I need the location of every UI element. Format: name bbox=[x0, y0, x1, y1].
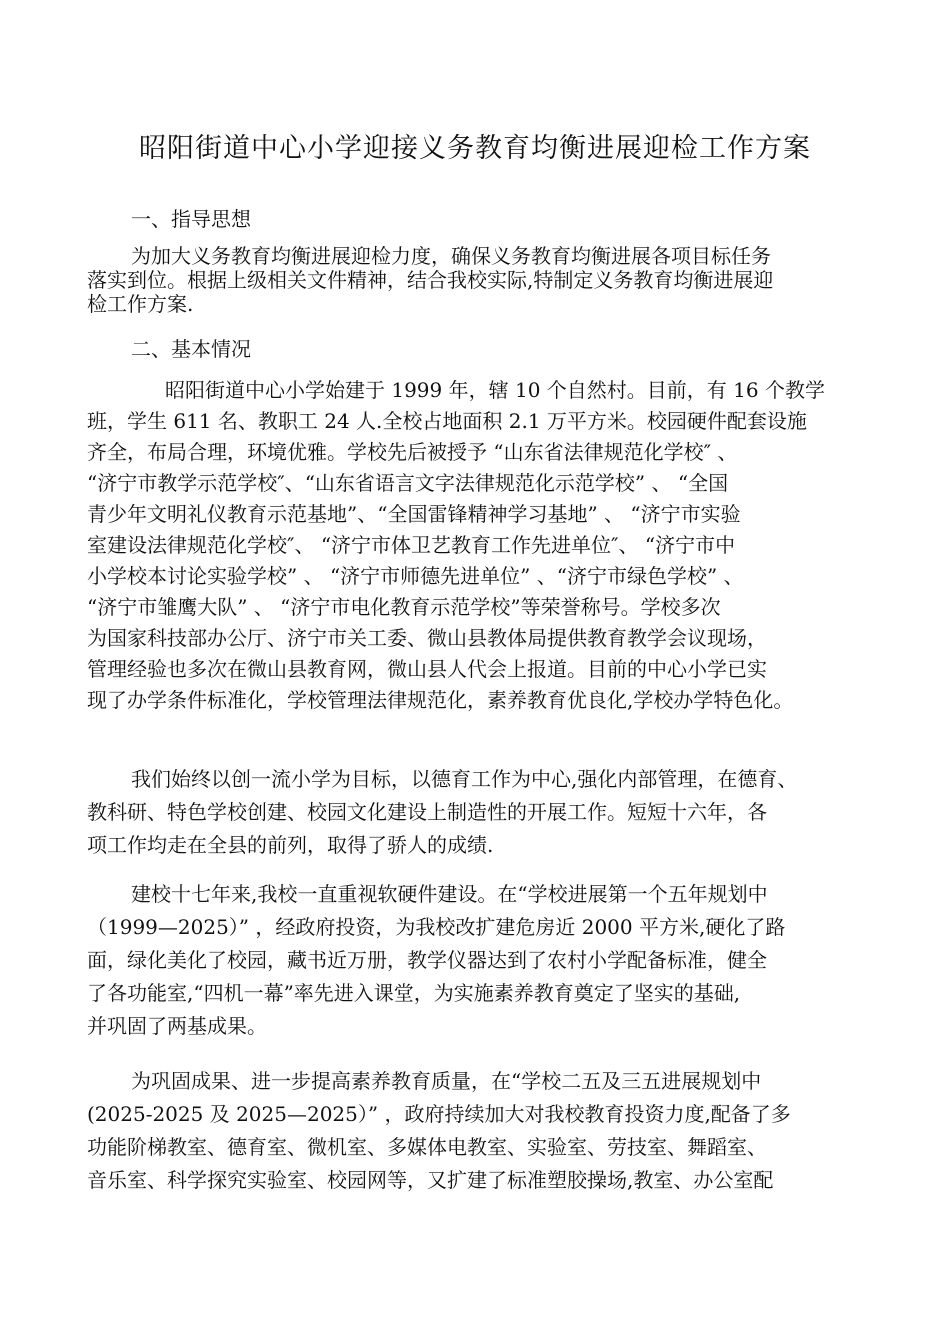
text-line: 音乐室、科学探究实验室、校园网等，又扩建了标准塑胶操场,教室、办公室配 bbox=[87, 1168, 774, 1192]
text-line: 并巩固了两基成果。 bbox=[87, 1014, 267, 1038]
text-line: 项工作均走在全县的前列，取得了骄人的成绩. bbox=[87, 833, 494, 857]
text-line: 青少年文明礼仪教育示范基地”、“全国雷锋精神学习基地” 、 “济宁市实验 bbox=[87, 502, 741, 526]
text-line: 小学校本讨论实验学校” 、 “济宁市师德先进单位” 、“济宁市绿色学校” 、 bbox=[87, 564, 744, 588]
text-line: 昭阳街道中心小学始建于 1999 年，辖 10 个自然村。目前，有 16 个教学 bbox=[165, 378, 825, 402]
text-line: 现了办学条件标准化，学校管理法律规范化，素养教育优良化,学校办学特色化。 bbox=[87, 688, 794, 712]
text-line: (2025-2025 及 2025—2025）” ，政府持续加大对我校教育投资力度,配备了多 bbox=[87, 1102, 791, 1126]
text-line: 为加大义务教育均衡进展迎检力度，确保义务教育均衡进展各项目标任务 bbox=[131, 244, 771, 268]
paragraph-investment bbox=[87, 1065, 877, 1197]
paragraph-construction bbox=[87, 878, 877, 1043]
text-line: “济宁市雏鹰大队” 、 “济宁市电化教育示范学校”等荣誉称号。学校多次 bbox=[87, 595, 721, 619]
text-line: （1999—2025）” ，经政府投资，为我校改扩建危房近 2000 平方米,硬化了路 bbox=[87, 915, 786, 939]
paragraph-guiding-ideology bbox=[87, 244, 877, 316]
text-line: 齐全，布局合理，环境优雅。学校先后被授予 “山东省法律规范化学校″ 、 bbox=[87, 440, 738, 464]
paragraph-goals bbox=[87, 763, 877, 862]
text-line: 面，绿化美化了校园，藏书近万册，教学仪器达到了农村小学配备标准，健全 bbox=[87, 948, 767, 972]
text-line: 室建设法律规范化学校″、 “济宁市体卫艺教育工作先进单位″、 “济宁市中 bbox=[87, 533, 736, 557]
text-line: “济宁市教学示范学校″、“山东省语言文字法律规范化示范学校” 、 “全国 bbox=[87, 471, 729, 495]
text-line: 班，学生 611 名、教职工 24 人.全校占地面积 2.1 万平方米。校园硬件配套设施 bbox=[87, 409, 807, 433]
text-line: 我们始终以创一流小学为目标，以德育工作为中心,强化内部管理，在德育、 bbox=[131, 767, 798, 791]
text-line: 功能阶梯教室、德育室、微机室、多媒体电教室、实验室、劳技室、舞蹈室、 bbox=[87, 1135, 767, 1159]
paragraph-school-overview bbox=[87, 375, 877, 716]
text-line: 管理经验也多次在微山县教育网，微山县人代会上报道。目前的中心小学已实 bbox=[87, 657, 767, 681]
text-line: 为国家科技部办公厅、济宁市关工委、微山县教体局提供教育教学会议现场， bbox=[87, 626, 767, 650]
section-heading-guiding-ideology: 一、指导思想 bbox=[131, 207, 251, 231]
text-line: 为巩固成果、进一步提高素养教育质量，在“学校二五及三五进展规划中 bbox=[131, 1069, 762, 1093]
text-line: 检工作方案. bbox=[87, 292, 194, 316]
text-line: 落实到位。根据上级相关文件精神，结合我校实际,特制定义务教育均衡进展迎 bbox=[87, 268, 774, 292]
section-heading-basic-situation: 二、基本情况 bbox=[131, 337, 251, 361]
text-line: 教科研、特色学校创建、校园文化建设上制造性的开展工作。短短十六年，各 bbox=[87, 800, 767, 824]
text-line: 建校十七年来,我校一直重视软硬件建设。在“学校进展第一个五年规划中 bbox=[131, 882, 768, 906]
text-line: 了各功能室,“四机一幕”率先进入课堂，为实施素养教育奠定了坚实的基础, bbox=[87, 981, 741, 1005]
document-title: 昭阳街道中心小学迎接义务教育均衡进展迎检工作方案 bbox=[139, 133, 811, 164]
